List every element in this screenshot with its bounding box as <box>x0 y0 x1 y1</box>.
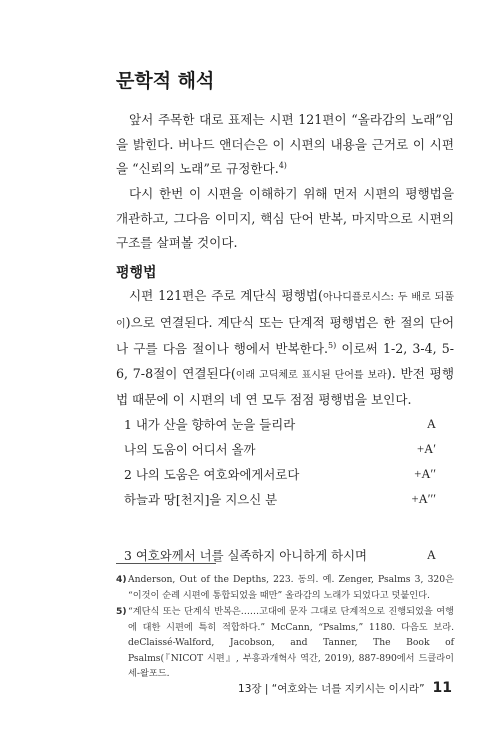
subsection-title: 평행법 <box>116 265 157 281</box>
verse-text: 1 내가 산을 향하여 눈을 들리라 <box>124 417 296 432</box>
section-title: 문학적 해석 <box>116 70 215 92</box>
parallelism-gloss: 아나디플로시스: 두 배로 되풀이 <box>116 292 454 330</box>
verse-label: +A′′ <box>414 467 436 481</box>
paragraph-intro-text: 앞서 주목한 대로 표제는 시편 121편이 “올라감의 노래”임을 밝힌다. 버나드 앤더슨은 이 시편의 내용을 근거로 이 시편을 “신뢰의 노래”로 규정한다. <box>116 112 454 176</box>
verse-label: +A′′′ <box>411 492 436 506</box>
footnote-item <box>116 604 454 682</box>
verse-list <box>116 412 454 568</box>
verse-text: 하늘과 땅[천지]을 지으신 분 <box>124 492 278 507</box>
parallelism-text-a: 시편 121편은 주로 계단식 평행법( <box>129 288 323 303</box>
footnote-ref-4: 4) <box>278 160 287 170</box>
footnote-divider <box>116 563 216 564</box>
page-number: 11 <box>432 680 452 696</box>
verse-line <box>116 543 454 568</box>
footnotes <box>116 572 454 683</box>
verse-label: A <box>426 548 436 562</box>
verse-stanza-gap <box>116 512 454 543</box>
paragraph-overview: 다시 한번 이 시편을 이해하기 위해 먼저 시편의 평행법을 개관하고, 그다음 이미지, 핵심 단어 반복, 마지막으로 시편의 구조를 살펴볼 것이다. <box>116 186 454 250</box>
verse-text: 2 나의 도움은 여호와에게서로다 <box>124 467 300 482</box>
footnote-item <box>116 572 454 603</box>
verse-label: +A′ <box>417 442 436 456</box>
footnote-number: 5) <box>116 606 127 617</box>
parallelism-text-d: ). 반전 평행법 때문에 이 시편의 네 연 모두 점점 평행법을 보인다. <box>116 365 454 407</box>
paragraph-intro <box>116 108 454 182</box>
verse-line <box>116 437 454 462</box>
verse-text: 나의 도움이 어디서 올까 <box>124 442 256 457</box>
verse-line <box>116 462 454 487</box>
footnote-text: “계단식 또는 단계식 반복은……고대에 문자 그대로 단계적으로 진행되었을 여행에 대한 시편에 특히 적합하다.” McCann, “Psalms,” 1180. 다음도 보라. deClaissé-Walford, Jacobson, and Tanner, The Book of Psalms(『NICOT 시편』, 부흥과개혁사 역간, 2019), 887-890에서 드클라이세-왈포드. <box>128 606 454 679</box>
parallelism-text-b: )으로 연결된다. 계단식 또는 단계적 평행법은 한 절의 단어나 구를 다음 절이나 행에서 반복한다. <box>116 314 454 356</box>
footnote-number: 4) <box>116 574 127 585</box>
verse-line <box>116 487 454 512</box>
verse-line <box>116 412 454 437</box>
footnote-ref-5: 5) <box>328 340 337 350</box>
paragraph-parallelism <box>116 284 454 413</box>
page-footer <box>238 680 452 696</box>
verse-text: 3 여호와께서 너를 실족하지 아니하게 하시며 <box>124 548 368 563</box>
parallelism-text-c: 이로써 1-2, 3-4, 5-6, 7-8절이 연결된다( <box>116 341 454 381</box>
footnote-text: Anderson, Out of the Depths, 223. 동의. 예. Zenger, Psalms 3, 320은 “이것이 순례 시편에 통합되었을 때만” 올라감의 노래가 되었다고 덧붙인다. <box>128 574 454 601</box>
verse-label: A <box>426 417 436 431</box>
parallelism-note: 이래 고딕체로 표시된 단어를 보라 <box>235 369 387 381</box>
running-head: 13장 | “여호와는 너를 지키시는 이시라” <box>238 683 425 695</box>
